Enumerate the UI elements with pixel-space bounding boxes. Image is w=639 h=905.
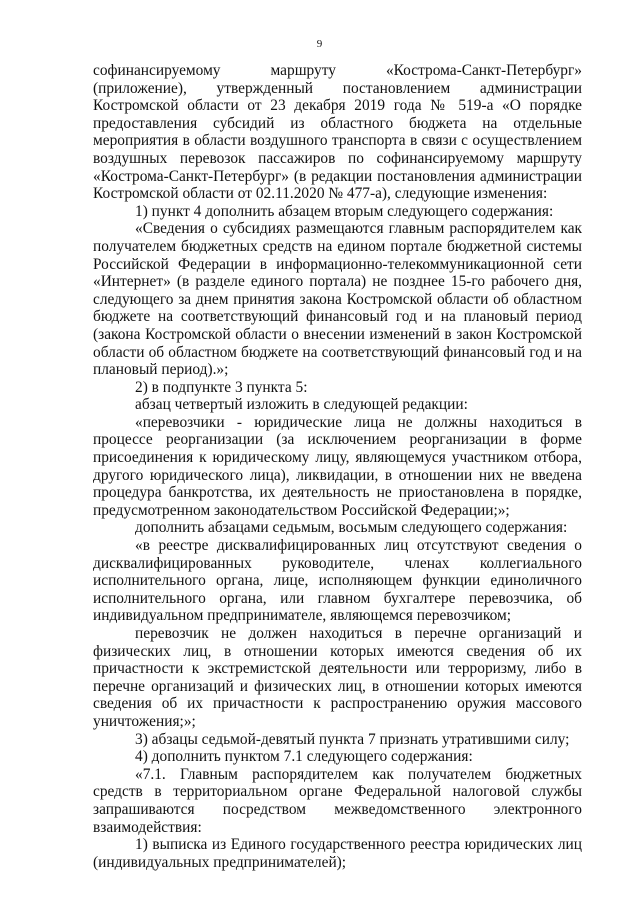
paragraph: «в реестре дисквалифицированных лиц отсутствуют сведения о дисквалифицированных руководителе, членах коллегиального исполнительного органа, лице, исполняющем функции единоличного исполнительного органа, или главном бухгалтере перевозчика, об индивидуальном предпринимателе, являющемся перевозчиком; — [93, 537, 582, 625]
page-number: 9 — [316, 38, 323, 50]
paragraph: 2) в подпункте 3 пункта 5: — [135, 378, 308, 396]
paragraph: 1) пункт 4 дополнить абзацем вторым следующего содержания: — [135, 202, 554, 220]
paragraph: «Сведения о субсидиях размещаются главным распорядителем как получателем бюджетных средств на едином портале бюджетной системы Российской Федерации в информационно-телекоммуникационной сети «Интернет» (в разделе единого портала) не позднее 15-го рабочего дня, следующего за днем принятия закона Костромской области об областном бюджете на соответствующий финансовый год и на плановый период (закона Костромской области о внесении изменений в закон Костромской области об областном бюджете на соответствующий финансовый год и на плановый период).»; — [93, 220, 582, 379]
paragraph: софинансируемому маршруту «Кострома-Санкт-Петербург» (приложение), утвержденный постановлением администрации Костромской области от 23 декабря 2019 года № 519-а «О порядке предоставления субсидий из областного бюджета на отдельные мероприятия в области воздушного транспорта в связи с осуществлением воздушных перевозок пассажиров по софинансируемому маршруту «Кострома-Санкт-Петербург» (в редакции постановления администрации Костромской области от 02.11.2020 № 477-а), следующие изменения: — [93, 62, 582, 203]
paragraph: 3) абзацы седьмой-девятый пункта 7 признать утратившими силу; — [135, 730, 570, 748]
document-body — [93, 62, 582, 871]
paragraph: перевозчик не должен находиться в перечне организаций и физических лиц, в отношении которых имеются сведения об их причастности к экстремистской деятельности или терроризму, либо в перечне организаций и физических лиц, в отношении которых имеются сведения об их причастности к распространению оружия массового уничтожения;»; — [93, 625, 582, 730]
paragraph: 4) дополнить пунктом 7.1 следующего содержания: — [135, 748, 473, 766]
paragraph: абзац четвертый изложить в следующей редакции: — [135, 396, 468, 414]
paragraph: «перевозчики - юридические лица не должны находиться в процессе реорганизации (за исключением реорганизации в форме присоединения к юридическому лицу, являющемуся участником отбора, другого юридического лица), ликвидации, в отношении них не введена процедура банкротства, их деятельность не приостановлена в порядке, предусмотренном законодательством Российской Федерации;»; — [93, 413, 582, 519]
paragraph: дополнить абзацами седьмым, восьмым следующего содержания: — [135, 519, 568, 537]
paragraph: «7.1. Главным распорядителем как получателем бюджетных средств в территориальном органе Федеральной налоговой службы запрашиваются посредством межведомственного электронного взаимодействия: — [93, 765, 582, 836]
paragraph: 1) выписка из Единого государственного реестра юридических лиц (индивидуальных предпринимателей); — [93, 836, 582, 871]
